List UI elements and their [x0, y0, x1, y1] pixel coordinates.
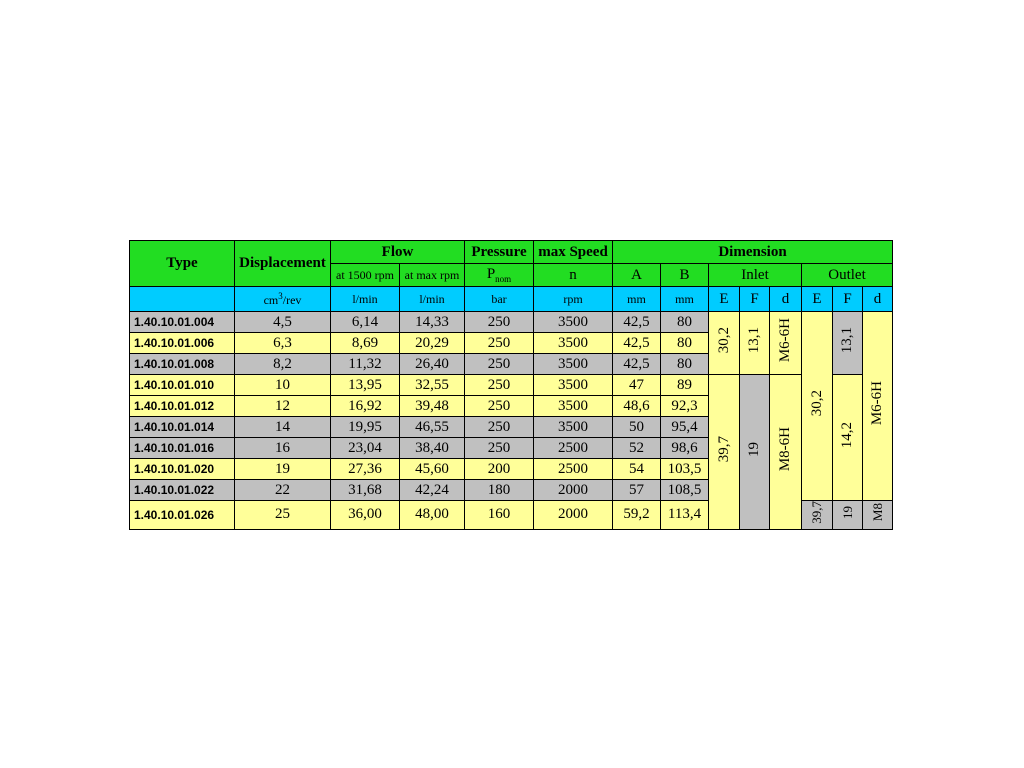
- outlet-f-group2-value: 14,2: [839, 421, 855, 449]
- header-dim-b: B: [661, 264, 709, 287]
- unit-disp-base: cm: [263, 292, 279, 307]
- header-type: Type: [130, 241, 235, 287]
- cell-type: 1.40.10.01.014: [130, 417, 235, 438]
- cell-flow-1500: 13,95: [331, 375, 400, 396]
- unit-flow-1500: l/min: [331, 287, 400, 312]
- cell-dim-b: 80: [661, 333, 709, 354]
- cell-dim-a: 57: [613, 480, 661, 501]
- cell-displacement: 12: [235, 396, 331, 417]
- cell-dim-b: 92,3: [661, 396, 709, 417]
- cell-displacement: 19: [235, 459, 331, 480]
- cell-type: 1.40.10.01.010: [130, 375, 235, 396]
- table-row: [130, 312, 893, 333]
- inlet-d-group1-value: M6-6H: [777, 318, 793, 363]
- outlet-d-main-value: M6-6H: [869, 381, 885, 426]
- cell-displacement: 14: [235, 417, 331, 438]
- inlet-e-group2: [709, 375, 740, 530]
- unit-outlet-d: d: [863, 287, 893, 312]
- unit-inlet-d: d: [770, 287, 802, 312]
- cell-pressure: 250: [465, 438, 534, 459]
- inlet-e-group1: [709, 312, 740, 375]
- p-nom-sub: nom: [495, 274, 512, 284]
- cell-speed: 3500: [534, 417, 613, 438]
- unit-disp-rest: /rev: [282, 292, 302, 307]
- cell-dim-a: 50: [613, 417, 661, 438]
- cell-speed: 2000: [534, 501, 613, 530]
- unit-b: mm: [661, 287, 709, 312]
- outlet-f-group2: [833, 375, 863, 501]
- cell-flow-1500: 16,92: [331, 396, 400, 417]
- cell-dim-b: 103,5: [661, 459, 709, 480]
- pump-spec-table: [129, 240, 893, 530]
- unit-type-empty: [130, 287, 235, 312]
- cell-pressure: 160: [465, 501, 534, 530]
- cell-dim-a: 47: [613, 375, 661, 396]
- outlet-f-group1-value: 13,1: [839, 327, 855, 354]
- inlet-f-group1-value: 13,1: [746, 327, 762, 354]
- p-nom-base: P: [486, 266, 496, 282]
- header-p-nom: [465, 264, 534, 287]
- header-flow: Flow: [331, 241, 465, 264]
- unit-inlet-f: F: [740, 287, 770, 312]
- inlet-e-group1-value: 30,2: [715, 327, 732, 354]
- cell-type: 1.40.10.01.006: [130, 333, 235, 354]
- header-pressure: Pressure: [465, 241, 534, 264]
- header-outlet: Outlet: [802, 264, 893, 287]
- table-row: [130, 375, 893, 396]
- cell-dim-b: 113,4: [661, 501, 709, 530]
- outlet-f-group1: [833, 312, 863, 375]
- cell-flow-max: 20,29: [400, 333, 465, 354]
- cell-flow-max: 48,00: [400, 501, 465, 530]
- cell-displacement: 25: [235, 501, 331, 530]
- cell-pressure: 250: [465, 417, 534, 438]
- outlet-f-group3: [833, 501, 863, 530]
- header-dim-a: A: [613, 264, 661, 287]
- cell-type: 1.40.10.01.004: [130, 312, 235, 333]
- cell-type: 1.40.10.01.022: [130, 480, 235, 501]
- cell-displacement: 4,5: [235, 312, 331, 333]
- header-dimension: Dimension: [613, 241, 893, 264]
- cell-speed: 3500: [534, 396, 613, 417]
- cell-dim-a: 54: [613, 459, 661, 480]
- cell-flow-max: 39,48: [400, 396, 465, 417]
- header-flow-1500: at 1500 rpm: [331, 264, 400, 287]
- cell-dim-a: 42,5: [613, 312, 661, 333]
- header-displacement: Displacement: [235, 241, 331, 287]
- outlet-e-group3-value: 39,7: [809, 501, 824, 524]
- cell-pressure: 250: [465, 312, 534, 333]
- outlet-d-group3: [863, 501, 893, 530]
- cell-displacement: 16: [235, 438, 331, 459]
- inlet-f-group1: [740, 312, 770, 375]
- cell-dim-b: 98,6: [661, 438, 709, 459]
- cell-flow-1500: 8,69: [331, 333, 400, 354]
- cell-flow-max: 26,40: [400, 354, 465, 375]
- cell-flow-max: 45,60: [400, 459, 465, 480]
- cell-dim-b: 95,4: [661, 417, 709, 438]
- unit-a: mm: [613, 287, 661, 312]
- cell-flow-1500: 11,32: [331, 354, 400, 375]
- cell-dim-b: 80: [661, 354, 709, 375]
- cell-flow-1500: 6,14: [331, 312, 400, 333]
- header-speed-n: n: [534, 264, 613, 287]
- cell-speed: 3500: [534, 354, 613, 375]
- cell-type: 1.40.10.01.020: [130, 459, 235, 480]
- cell-pressure: 200: [465, 459, 534, 480]
- cell-dim-a: 48,6: [613, 396, 661, 417]
- outlet-d-main: [863, 312, 893, 501]
- inlet-e-group2-value: 39,7: [715, 436, 732, 463]
- cell-dim-a: 52: [613, 438, 661, 459]
- inlet-d-group2: [770, 375, 802, 530]
- outlet-d-group3-value: M8: [869, 503, 885, 522]
- cell-flow-max: 32,55: [400, 375, 465, 396]
- cell-type: 1.40.10.01.008: [130, 354, 235, 375]
- cell-type: 1.40.10.01.012: [130, 396, 235, 417]
- cell-pressure: 250: [465, 354, 534, 375]
- cell-dim-a: 42,5: [613, 354, 661, 375]
- cell-speed: 3500: [534, 312, 613, 333]
- unit-pressure: bar: [465, 287, 534, 312]
- unit-disp-sup: 3: [278, 290, 283, 301]
- cell-flow-1500: 31,68: [331, 480, 400, 501]
- cell-displacement: 6,3: [235, 333, 331, 354]
- cell-dim-b: 108,5: [661, 480, 709, 501]
- inlet-d-group1: [770, 312, 802, 375]
- cell-speed: 2500: [534, 438, 613, 459]
- inlet-f-group2: [740, 375, 770, 530]
- cell-type: 1.40.10.01.026: [130, 501, 235, 530]
- cell-pressure: 250: [465, 396, 534, 417]
- cell-flow-1500: 27,36: [331, 459, 400, 480]
- cell-speed: 2500: [534, 459, 613, 480]
- cell-dim-b: 80: [661, 312, 709, 333]
- cell-dim-a: 42,5: [613, 333, 661, 354]
- cell-pressure: 250: [465, 375, 534, 396]
- outlet-e-group2-value: 30,2: [808, 390, 825, 417]
- cell-displacement: 10: [235, 375, 331, 396]
- cell-flow-max: 14,33: [400, 312, 465, 333]
- outlet-f-group3-value: 19: [839, 505, 855, 519]
- outlet-e-group3: [802, 501, 833, 530]
- cell-displacement: 8,2: [235, 354, 331, 375]
- unit-flow-max: l/min: [400, 287, 465, 312]
- header-flow-max: at max rpm: [400, 264, 465, 287]
- cell-flow-max: 46,55: [400, 417, 465, 438]
- cell-flow-1500: 19,95: [331, 417, 400, 438]
- cell-speed: 3500: [534, 333, 613, 354]
- cell-speed: 2000: [534, 480, 613, 501]
- inlet-d-group2-value: M8-6H: [777, 427, 793, 472]
- cell-flow-1500: 36,00: [331, 501, 400, 530]
- cell-flow-max: 42,24: [400, 480, 465, 501]
- unit-outlet-e: E: [802, 287, 833, 312]
- cell-pressure: 250: [465, 333, 534, 354]
- cell-type: 1.40.10.01.016: [130, 438, 235, 459]
- cell-pressure: 180: [465, 480, 534, 501]
- cell-speed: 3500: [534, 375, 613, 396]
- unit-inlet-e: E: [709, 287, 740, 312]
- cell-displacement: 22: [235, 480, 331, 501]
- cell-dim-a: 59,2: [613, 501, 661, 530]
- unit-speed: rpm: [534, 287, 613, 312]
- inlet-f-group2-value: 19: [746, 441, 762, 457]
- cell-flow-1500: 23,04: [331, 438, 400, 459]
- cell-dim-b: 89: [661, 375, 709, 396]
- header-inlet: Inlet: [709, 264, 802, 287]
- unit-outlet-f: F: [833, 287, 863, 312]
- header-max-speed: max Speed: [534, 241, 613, 264]
- outlet-e-group2: [802, 312, 833, 501]
- cell-flow-max: 38,40: [400, 438, 465, 459]
- unit-displacement: [235, 287, 331, 312]
